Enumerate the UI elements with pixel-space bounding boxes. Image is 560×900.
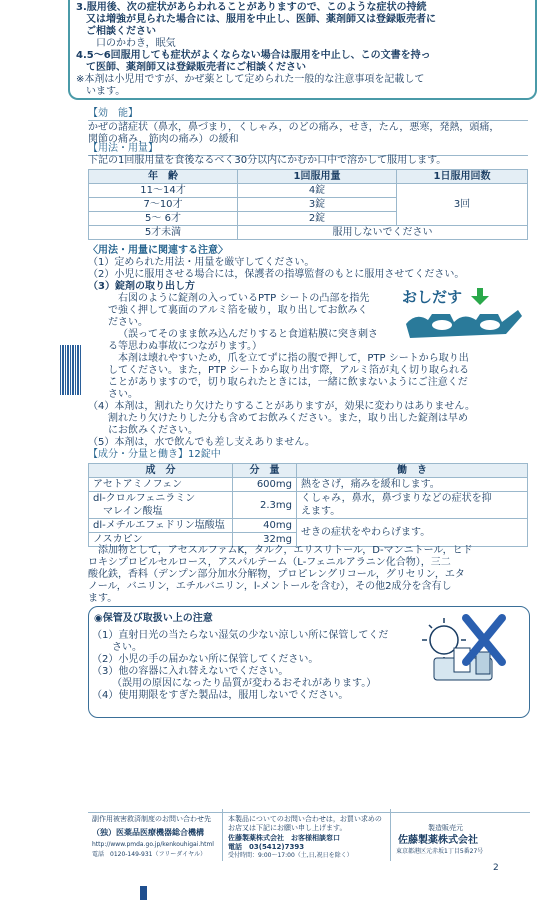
additives-line: 添加物として，アセスルファムK，タルク，エリスリトール，D-マンニトール，ヒド [98, 545, 473, 556]
dose-cell: 4錠 [238, 184, 397, 198]
table-row [89, 492, 528, 519]
caution-line: います。 [86, 86, 126, 97]
note-line: ことがありますので，切り取られたときには，一緒に飲まないようにご注意くだ [108, 377, 468, 388]
dose-cell: 服用しないでください [238, 226, 528, 240]
dosage-heading: 【用法・用量】 [88, 143, 158, 154]
no-sunlight-icon [420, 612, 520, 692]
ingredients-per: 12錠中 [188, 449, 221, 460]
note-line: （2）小児に服用させる場合には，保護者の指導監督のもとに服用させてください。 [88, 269, 465, 280]
dose-cell: 2錠 [238, 212, 397, 226]
contact-text: 本製品についてのお問い合わせは，お買い求めの [228, 815, 382, 823]
caution-line: 口のかわき，眠気 [96, 38, 176, 49]
ingredient-name: ノスカピン [89, 533, 233, 547]
efficacy-text: 関節の痛み，筋肉の痛み）の緩和 [88, 134, 239, 145]
ingredients-heading [88, 449, 221, 461]
ingredient-amount: 40mg [233, 519, 297, 533]
contact-hours: 受付時間：9:00～17:00（土,日,祝日を除く） [228, 852, 353, 859]
table-row [89, 226, 528, 240]
related-heading: 〈用法・用量に関連する注意〉 [88, 245, 228, 256]
ingredient-name: アセトアミノフェン [89, 478, 233, 492]
storage-title: 保管及び取扱い上の注意 [102, 613, 213, 624]
caution-line: 3.服用後、次の症状があらわれることがありますので、このような症状の持続 [76, 2, 427, 13]
times-cell: 3回 [397, 184, 528, 226]
column-header: 働 き [297, 464, 528, 478]
ingredients-table [88, 463, 528, 547]
ingredient-effect-line: くしゃみ，鼻水，鼻づまりなどの症状を抑 [301, 493, 492, 504]
age-cell: 5～ 6才 [89, 212, 238, 226]
dose-cell: 3錠 [238, 198, 397, 212]
additives-line: ノール，バニリン，エチルバニリン，l-メントールを含む），その他2成分を含有し [88, 581, 452, 592]
ingredient-name-line: dl-クロルフェニラミン [93, 493, 196, 504]
efficacy-heading: 【効 能】 [88, 108, 138, 119]
ingredient-amount: 32mg [233, 533, 297, 547]
note-line: る等思わぬ事故につながります。） [108, 341, 262, 352]
note-line: （5）本剤は，水で飲んでも差し支えありません。 [88, 437, 315, 448]
ingredient-effect [297, 492, 528, 519]
storage-line: （2）小児の手の届かない所に保管してください。 [92, 654, 319, 665]
page-number: 2 [493, 863, 499, 873]
registration-mark [140, 886, 147, 900]
age-cell: 11～14才 [89, 184, 238, 198]
caution-line: 又は増強が見られた場合には、服用を中止し、医師、薬剤師又は登録販売者に [86, 14, 436, 25]
column-header: 年 齢 [89, 170, 238, 184]
additives-line: ます。 [88, 593, 118, 604]
column-header: 1回服用量 [238, 170, 397, 184]
column-header: 成 分 [89, 464, 233, 478]
relief-url: http://www.pmda.go.jp/kenkouhigai.html [92, 841, 214, 848]
note-line: してください。また，PTP シートから取り出す際，アルミ箔が丸く切り取られる [108, 365, 469, 376]
note-line: さい。 [108, 389, 138, 400]
note-line: 割れたり欠けたりした分も含めてお飲みください。また，取り出した錠剤は早め [108, 413, 468, 424]
push-label: おしだす [402, 288, 463, 306]
ingredient-amount: 2.3mg [233, 492, 297, 519]
contact-text: お店又は下記にお願い申し上げます。 [228, 824, 347, 832]
ingredient-effect: 熱をさげ，痛みを緩和します。 [297, 478, 528, 492]
ingredient-amount: 600mg [233, 478, 297, 492]
maker-name: 佐藤製薬株式会社 [398, 835, 478, 846]
maker-address: 東京都港区元赤坂1丁目5番27号 [396, 848, 484, 855]
divider [88, 120, 528, 121]
note-line: 右図のように錠剤の入っているPTP シートの凸部を指先 [118, 293, 370, 304]
table-header-row [89, 464, 528, 478]
note-line: にお飲みください。 [108, 425, 198, 436]
storage-line: （1）直射日光の当たらない湿気の少ない涼しい所に保管してくだ [92, 630, 389, 641]
additives-line: ロキシプロピルセルロース，アスパルテーム（L-フェニルアラニン化合物），三二 [88, 557, 451, 568]
table-header-row [89, 170, 528, 184]
ingredient-name-line: マレイン酸塩 [103, 506, 163, 517]
relief-text: 副作用被害救済制度のお問い合わせ先 [92, 815, 211, 823]
storage-line: （4）使用期限をすぎた製品は，服用しないでください。 [92, 690, 349, 701]
note-line: （3）錠剤の取り出し方 [88, 281, 195, 292]
caution-line: 4.5～6回服用しても症状がよくならない場合は服用を中止し、この文書を持っ [76, 50, 431, 61]
storage-line: （3）他の容器に入れ替えないでください。 [92, 666, 289, 677]
column-header: 1日服用回数 [397, 170, 528, 184]
contact-phone: 電話 03(5412)7393 [228, 843, 305, 851]
ingredient-name: dl-メチルエフェドリン塩酸塩 [89, 519, 233, 533]
caution-line: ご相談ください [86, 26, 156, 37]
storage-line: さい。 [112, 642, 142, 653]
storage-line: （誤用の原因になったり品質が変わるおそれがあります。） [112, 678, 377, 689]
relief-org: （独）医薬品医療機器総合機構 [92, 828, 204, 837]
table-row [89, 478, 528, 492]
note-line: で強く押して裏面のアルミ箔を破り，取り出してお飲みく [108, 305, 368, 316]
note-line: ださい。 [108, 317, 148, 328]
age-cell: 7～10才 [89, 198, 238, 212]
bullet-icon: ◉ [94, 613, 103, 624]
table-row [89, 519, 528, 533]
additives-line: 酸化鉄，香料（デンプン部分加水分解物，プロピレングリコール，グリセリン，エタ [88, 569, 465, 580]
caution-line: ※本剤は小児用ですが、かぜ薬として定められた一般的な注意事項を記載して [76, 74, 425, 85]
storage-heading [94, 613, 213, 625]
contact-text: 佐藤製薬株式会社 お客様相談窓口 [228, 834, 340, 842]
note-line: （誤ってそのまま飲み込んだりすると食道粘膜に突き刺さ [118, 329, 378, 340]
efficacy-text: かぜの諸症状（鼻水，鼻づまり，くしゃみ，のどの痛み，せき，たん，悪寒，発熱，頭痛， [88, 122, 500, 133]
note-line: （4）本剤は，割れたり欠けたりすることがありますが，効果に変わりはありません。 [88, 401, 475, 412]
age-cell: 5才未満 [89, 226, 238, 240]
maker-label: 製造販売元 [428, 824, 463, 832]
ingredient-name [89, 492, 233, 519]
table-row [89, 184, 528, 198]
dosage-intro: 下記の1回服用量を食後なるべく30分以内にかむか口中で溶かして服用します。 [88, 155, 447, 166]
dosage-table [88, 169, 528, 240]
caution-line: て医師、薬剤師又は登録販売者にご相談ください [86, 62, 306, 73]
relief-phone: 電話 0120-149-931（フリーダイヤル） [92, 851, 207, 858]
note-line: （1）定められた用法・用量を厳守してください。 [88, 257, 315, 268]
barcode [60, 345, 82, 395]
note-line: 本剤は壊れやすいため，爪を立てずに指の腹で押して，PTP シートから取り出 [118, 353, 469, 364]
ingredients-title: 【成分・分量と働き】 [88, 449, 188, 460]
ptp-sheet-icon [402, 286, 528, 346]
ptp-illustration [402, 286, 528, 346]
column-header: 分 量 [233, 464, 297, 478]
ingredient-effect: せきの症状をやわらげます。 [297, 519, 528, 547]
ingredient-effect-line: えます。 [301, 506, 341, 517]
